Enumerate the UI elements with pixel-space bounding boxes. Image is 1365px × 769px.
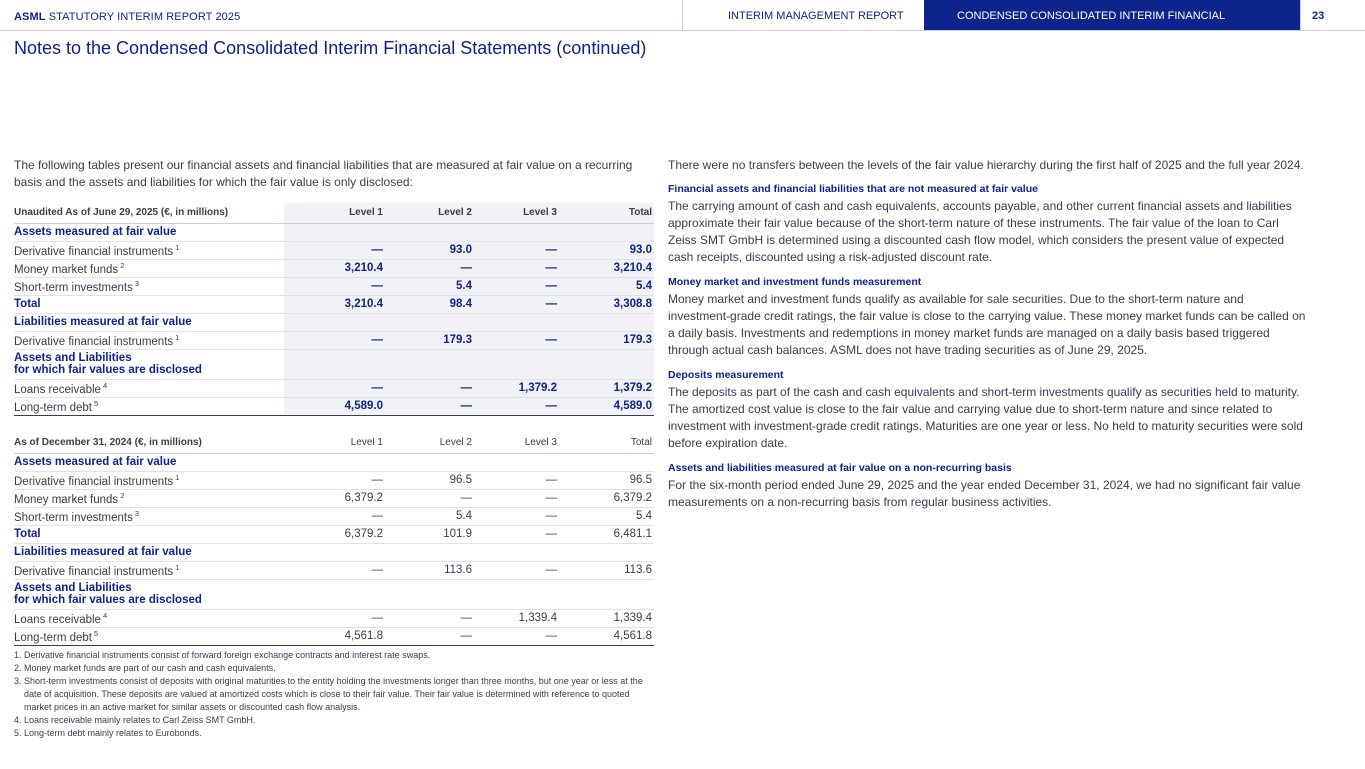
non-recurring-paragraph: For the six-month period ended June 29, 2025 and the year ended December 31, 2024, we had no significant fair value measurements on a non-recurring basis from regular business activities. xyxy=(668,478,1301,509)
cell-total: 96.5 xyxy=(559,471,654,489)
section-label: Liabilities measured at fair value xyxy=(14,543,284,561)
section-row xyxy=(14,453,654,471)
cell-level-3: — xyxy=(474,331,559,349)
table-row xyxy=(14,471,654,489)
row-label-text: Loans receivable xyxy=(14,613,101,626)
empty-cell xyxy=(385,313,474,331)
section-label-line-2: for which fair values are disclosed xyxy=(14,364,202,376)
cell-total: 5.4 xyxy=(559,277,654,295)
col-level-3: Level 3 xyxy=(474,203,559,223)
row-label-text: Loans receivable xyxy=(14,383,101,396)
cell-level-3: — xyxy=(474,241,559,259)
section-label xyxy=(14,349,284,379)
cell-level-1: — xyxy=(284,507,385,525)
cell-level-2: — xyxy=(385,259,474,277)
table-caption: As of December 31, 2024 (€, in millions) xyxy=(14,433,284,453)
table-row xyxy=(14,609,654,627)
footnote-ref: 4 xyxy=(102,380,108,390)
col-level-1: Level 1 xyxy=(284,433,385,453)
footnote-ref: 1 xyxy=(175,562,180,572)
cell-level-2: 98.4 xyxy=(385,295,474,313)
table-row xyxy=(14,379,654,397)
cell-total: 6,481.1 xyxy=(559,525,654,543)
empty-cell xyxy=(559,313,654,331)
cell-level-1: 6,379.2 xyxy=(284,489,385,507)
footnote-ref: 1 xyxy=(175,332,180,342)
section-row xyxy=(14,579,654,609)
fair-value-table-2024 xyxy=(14,433,654,646)
empty-cell xyxy=(474,349,559,379)
table-header-row xyxy=(14,433,654,453)
empty-cell xyxy=(474,313,559,331)
row-label-text: Money market funds xyxy=(14,263,119,276)
cell-level-2: 5.4 xyxy=(385,507,474,525)
cell-total: 5.4 xyxy=(559,507,654,525)
brand-name: ASML xyxy=(14,11,46,23)
row-label xyxy=(14,627,284,645)
cell-level-1: 3,210.4 xyxy=(284,295,385,313)
empty-cell xyxy=(559,453,654,471)
cell-level-3: 1,339.4 xyxy=(474,609,559,627)
row-label xyxy=(14,507,284,525)
heading-money-market: Money market and investment funds measurement xyxy=(668,276,922,288)
row-label-text: Short-term investments xyxy=(14,281,133,294)
cell-total: 93.0 xyxy=(559,241,654,259)
empty-cell xyxy=(474,543,559,561)
cell-total: 6,379.2 xyxy=(559,489,654,507)
section-row xyxy=(14,313,654,331)
row-label-text: Derivative financial instruments xyxy=(14,565,174,578)
cell-level-2: 101.9 xyxy=(385,525,474,543)
section-row xyxy=(14,223,654,241)
page-title: Notes to the Condensed Consolidated Interim Financial Statements (continued) xyxy=(14,38,647,58)
section-label: Assets measured at fair value xyxy=(14,223,284,241)
cell-level-2: — xyxy=(385,379,474,397)
footnote-ref: 1 xyxy=(175,242,180,252)
empty-cell xyxy=(385,349,474,379)
empty-cell xyxy=(385,223,474,241)
row-label xyxy=(14,397,284,415)
cell-level-1: — xyxy=(284,379,385,397)
cell-total: 113.6 xyxy=(559,561,654,579)
cell-level-1: 3,210.4 xyxy=(284,259,385,277)
page-number: 23 xyxy=(1300,0,1365,30)
footnote-1: 1. Derivative financial instruments consist of forward foreign exchange contracts and interest rate swaps. xyxy=(14,650,431,660)
table-row xyxy=(14,397,654,415)
cell-level-2: — xyxy=(385,609,474,627)
col-level-2: Level 2 xyxy=(385,433,474,453)
empty-cell xyxy=(474,579,559,609)
cell-level-1: — xyxy=(284,331,385,349)
empty-cell xyxy=(559,579,654,609)
cell-level-3: — xyxy=(474,525,559,543)
row-label xyxy=(14,561,284,579)
cell-level-2: 93.0 xyxy=(385,241,474,259)
row-label-text: Derivative financial instruments xyxy=(14,475,174,488)
cell-level-3: 1,379.2 xyxy=(474,379,559,397)
table-row xyxy=(14,489,654,507)
nav-financial-statements[interactable]: CONDENSED CONSOLIDATED INTERIM FINANCIAL STATEMENTS xyxy=(924,0,1300,30)
footnote-ref: 5 xyxy=(94,398,99,408)
total-row xyxy=(14,295,654,313)
footnote-ref: 2 xyxy=(120,490,125,500)
empty-cell xyxy=(474,453,559,471)
deposits-paragraph: The deposits as part of the cash and cash equivalents and short-term investments qualify as securities held to maturity. The amortized cost value is close to the fair value and carrying value due to short-term nature and since related to investment with investment-grade credit ratings. Maturities are one year or less. No held to maturity securities were sold before expiration date. xyxy=(668,385,1303,450)
row-label-text: Derivative financial instruments xyxy=(14,245,174,258)
section-label-line-2: for which fair values are disclosed xyxy=(14,594,202,606)
table-header-row xyxy=(14,203,654,223)
row-label xyxy=(14,331,284,349)
row-label-text: Derivative financial instruments xyxy=(14,335,174,348)
col-level-2: Level 2 xyxy=(385,203,474,223)
row-label-text: Money market funds xyxy=(14,493,119,506)
col-level-1: Level 1 xyxy=(284,203,385,223)
cell-level-3: — xyxy=(474,397,559,415)
section-label: Liabilities measured at fair value xyxy=(14,313,284,331)
row-label xyxy=(14,277,284,295)
heading-non-recurring: Assets and liabilities measured at fair value on a non-recurring basis xyxy=(668,462,1012,474)
footnote-ref: 1 xyxy=(175,472,180,482)
empty-cell xyxy=(284,453,385,471)
cell-level-1: 6,379.2 xyxy=(284,525,385,543)
not-fair-value-paragraph: The carrying amount of cash and cash equivalents, accounts payable, and other current financial assets and liabilities approximate their fair value because of the short-term nature of these instruments. The fair value of the loan to Carl Zeiss SMT GmbH is determined using a discounted cash flow model, which considers the present value of expected cash receipts, discounted using a risk-adjusted discount rate. xyxy=(668,199,1292,264)
fair-value-table-2025 xyxy=(14,203,654,416)
brand-report-title: STATUTORY INTERIM REPORT 2025 xyxy=(45,11,241,23)
total-row xyxy=(14,525,654,543)
cell-level-1: — xyxy=(284,277,385,295)
section-row xyxy=(14,349,654,379)
footnote-ref: 2 xyxy=(120,260,125,270)
empty-cell xyxy=(284,579,385,609)
row-label-text: Long-term debt xyxy=(14,631,92,644)
cell-level-3: — xyxy=(474,259,559,277)
right-column xyxy=(668,157,1308,511)
cell-level-3: — xyxy=(474,489,559,507)
footnote-5: 5. Long-term debt mainly relates to Eurobonds. xyxy=(14,728,202,738)
cell-level-1: — xyxy=(284,561,385,579)
cell-level-1: — xyxy=(284,471,385,489)
footnote-ref: 3 xyxy=(134,508,140,518)
nav-interim-management-report[interactable]: INTERIM MANAGEMENT REPORT xyxy=(682,0,924,30)
empty-cell xyxy=(284,223,385,241)
cell-level-2: 5.4 xyxy=(385,277,474,295)
section-label xyxy=(14,579,284,609)
section-label: Assets measured at fair value xyxy=(14,453,284,471)
row-label xyxy=(14,471,284,489)
heading-not-fair-value: Financial assets and financial liabilities that are not measured at fair value xyxy=(668,183,1038,195)
empty-cell xyxy=(284,313,385,331)
cell-total: 179.3 xyxy=(559,331,654,349)
table-row xyxy=(14,627,654,645)
cell-total: 3,210.4 xyxy=(559,259,654,277)
empty-cell xyxy=(559,223,654,241)
row-label xyxy=(14,259,284,277)
footnote-ref: 5 xyxy=(94,628,99,638)
cell-level-1: — xyxy=(284,241,385,259)
row-label xyxy=(14,489,284,507)
empty-cell xyxy=(385,543,474,561)
table-footnotes xyxy=(14,649,654,740)
cell-level-1: — xyxy=(284,609,385,627)
table-row xyxy=(14,561,654,579)
cell-level-2: — xyxy=(385,397,474,415)
section-row xyxy=(14,543,654,561)
row-label xyxy=(14,609,284,627)
row-label xyxy=(14,241,284,259)
cell-level-3: — xyxy=(474,277,559,295)
empty-cell xyxy=(385,579,474,609)
section-label-line-1: Assets and Liabilities xyxy=(14,352,132,364)
total-label: Total xyxy=(14,525,284,543)
table-row xyxy=(14,259,654,277)
cell-total: 1,379.2 xyxy=(559,379,654,397)
cell-total: 1,339.4 xyxy=(559,609,654,627)
empty-cell xyxy=(385,453,474,471)
table-row xyxy=(14,241,654,259)
empty-cell xyxy=(474,223,559,241)
intro-paragraph: The following tables present our financial assets and financial liabilities that are measured at fair value on a recurring basis and the assets and liabilities for which the fair value is only disclosed: xyxy=(14,158,633,189)
cell-level-1: 4,561.8 xyxy=(284,627,385,645)
cell-level-2: — xyxy=(385,489,474,507)
cell-level-3: — xyxy=(474,295,559,313)
cell-level-2: 179.3 xyxy=(385,331,474,349)
cell-level-1: 4,589.0 xyxy=(284,397,385,415)
row-label xyxy=(14,379,284,397)
cell-level-3: — xyxy=(474,507,559,525)
cell-total: 4,561.8 xyxy=(559,627,654,645)
money-market-paragraph: Money market and investment funds qualify as available for sale securities. Due to the short-term nature and investment-grade credit ratings, the fair value is close to the carrying value. These money market funds can be called on a daily basis. Investments and redemptions in money market funds are managed on a daily basis based triggered through actual cash balances. ASML does not have trading securities as of June 29, 2025. xyxy=(668,292,1306,357)
table-row xyxy=(14,277,654,295)
cell-level-2: 113.6 xyxy=(385,561,474,579)
transfers-paragraph: There were no transfers between the levels of the fair value hierarchy during the first half of 2025 and the full year 2024. xyxy=(668,158,1304,172)
table-row xyxy=(14,507,654,525)
empty-cell xyxy=(559,349,654,379)
col-level-3: Level 3 xyxy=(474,433,559,453)
report-brand xyxy=(14,11,240,23)
empty-cell xyxy=(284,349,385,379)
cell-total: 4,589.0 xyxy=(559,397,654,415)
cell-level-2: 96.5 xyxy=(385,471,474,489)
col-total: Total xyxy=(559,433,654,453)
cell-level-3: — xyxy=(474,471,559,489)
section-label-line-1: Assets and Liabilities xyxy=(14,582,132,594)
total-label: Total xyxy=(14,295,284,313)
footnote-ref: 3 xyxy=(134,278,140,288)
row-label-text: Short-term investments xyxy=(14,511,133,524)
cell-level-3: — xyxy=(474,627,559,645)
footnote-ref: 4 xyxy=(102,610,108,620)
heading-deposits: Deposits measurement xyxy=(668,369,784,381)
cell-level-2: — xyxy=(385,627,474,645)
footnote-3: 3. Short-term investments consist of deposits with original maturities to the entity holding the investments longer than three months, but one year or less at the date of acquisition. These deposits are valued at amortized costs which is close to their fair value. Their fair value is determined with reference to quoted market prices in an active market for similar assets or discounted cash flow analysis. xyxy=(14,676,643,712)
table-row xyxy=(14,331,654,349)
footnote-4: 4. Loans receivable mainly relates to Carl Zeiss SMT GmbH. xyxy=(14,715,256,725)
cell-total: 3,308.8 xyxy=(559,295,654,313)
col-total: Total xyxy=(559,203,654,223)
cell-level-3: — xyxy=(474,561,559,579)
empty-cell xyxy=(559,543,654,561)
empty-cell xyxy=(284,543,385,561)
table-caption: Unaudited As of June 29, 2025 (€, in millions) xyxy=(14,203,284,223)
footnote-2: 2. Money market funds are part of our cash and cash equivalents. xyxy=(14,663,276,673)
row-label-text: Long-term debt xyxy=(14,401,92,414)
